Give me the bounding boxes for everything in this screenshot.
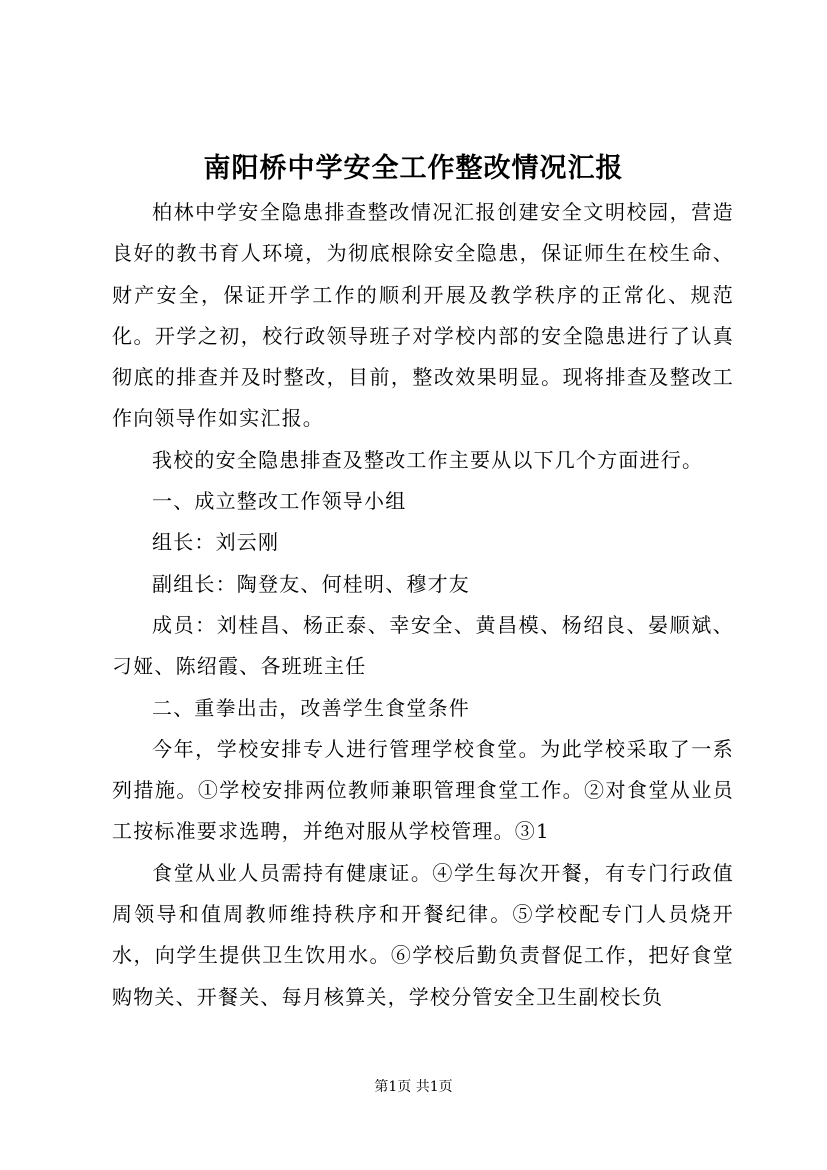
page-footer: 第1页 共1页 — [374, 1079, 453, 1095]
document-body — [112, 192, 734, 1018]
paragraph-leader: 组长：刘云刚 — [152, 530, 280, 555]
section-heading-1: 一、成立整改工作领导小组 — [152, 489, 407, 514]
paragraph-deputy-leaders: 副组长：陶登友、何桂明、穆才友 — [152, 571, 470, 596]
document-title: 南阳桥中学安全工作整改情况汇报 — [203, 153, 624, 184]
paragraph-members: 成员：刘桂昌、杨正泰、幸安全、黄昌模、杨绍良、晏顺斌、刁娅、陈绍霞、各班班主任 — [112, 612, 734, 679]
paragraph-canteen-measures: 今年，学校安排专人进行管理学校食堂。为此学校采取了一系列措施。①学校安排两位教师兼职管理食堂工作。②对食堂从业员工按标准要求选聘，并绝对服从学校管理。③1 — [112, 736, 734, 844]
paragraph-scope: 我校的安全隐患排查及整改工作主要从以下几个方面进行。 — [152, 447, 704, 472]
paragraph-canteen-staff: 食堂从业人员需持有健康证。④学生每次开餐，有专门行政值周领导和值周教师维持秩序和开餐纪律。⑤学校配专门人员烧开水，向学生提供卫生饮用水。⑥学校后勤负责督促工作，把好食堂购物关、开餐关、每月核算关，学校分管安全卫生副校长负 — [112, 860, 734, 1009]
paragraph-intro: 柏林中学安全隐患排查整改情况汇报创建安全文明校园，营造良好的教书育人环境，为彻底根除安全隐患，保证师生在校生命、财产安全，保证开学工作的顺利开展及教学秩序的正常化、规范化。开学之初，校行政领导班子对学校内部的安全隐患进行了认真彻底的排查并及时整改，目前，整改效果明显。现将排查及整改工作向领导作如实汇报。 — [112, 200, 734, 431]
section-heading-2: 二、重拳出击，改善学生食堂条件 — [152, 695, 470, 720]
